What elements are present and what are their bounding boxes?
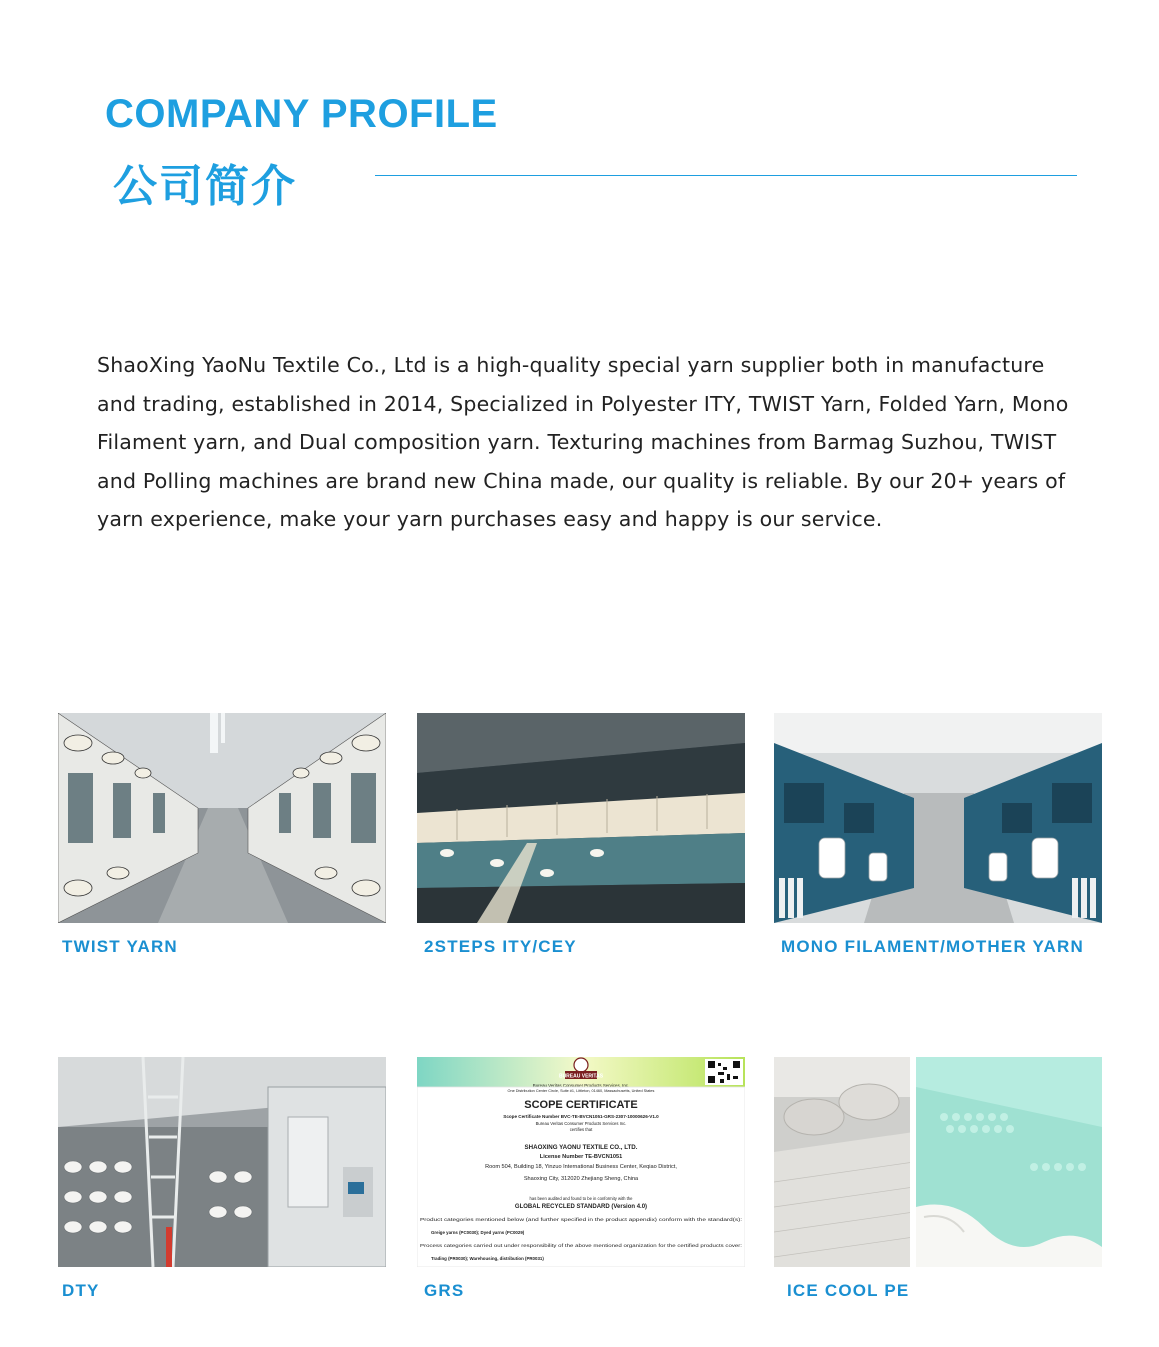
qr-code-icon [705,1059,743,1085]
dty-machine-photo [58,1057,386,1267]
cert-license: License Number TE-BVCN1051 [539,1154,623,1160]
page-title-cn: 公司简介 [113,161,297,212]
product-caption-2steps-ity-cey: 2STEPS ITY/CEY [424,937,577,956]
bureau-veritas-seal-icon [574,1058,588,1072]
cert-logo-text: BUREAU VERITAS [558,1073,604,1080]
product-caption-mono-filament: MONO FILAMENT/MOTHER YARN [781,937,1084,956]
cert-address-1: Room 504, Building 18, Yinzuo International Business Center, Keqiao District, [485,1164,677,1170]
cert-title: SCOPE CERTIFICATE [524,1099,638,1111]
cert-issuer-address: One Distribution Center Circle, Suite #1, Littleton, 01460, Massachusetts, United States [507,1089,655,1093]
twist-yarn-factory-photo [58,713,386,923]
cert-process: Trading (PR0030); Warehousing, distribution (PR0031) [431,1256,544,1261]
title-divider [375,175,1077,176]
cert-process-intro: Process categories carried out under responsibility of the above mentioned organization for the certified products cover: [420,1243,742,1248]
cert-issuer: Bureau Veritas Consumer Products Services, Inc. [532,1083,630,1088]
product-caption-dty: DTY [62,1281,100,1300]
cert-issuer-repeat: Bureau Veritas Consumer Products Services Inc. [535,1121,627,1126]
company-intro-paragraph: ShaoXing YaoNu Textile Co., Ltd is a high-quality special yarn supplier both in manufacture and trading, established in 2014, Specialized in Polyester ITY, TWIST Yarn, Folded Yarn, Mono Filament yarn, and Dual composition yarn. Texturing machines from Barmag Suzhou, TWIST and Polling machines are brand new China made, our quality is reliable. By our 20+ years of yarn experience, make your yarn purchases easy and happy is our service. [97,353,1069,532]
product-caption-twist-yarn: TWIST YARN [62,937,178,956]
cert-number: Scope Certificate Number BVC-TE-BVCN1051-GRS-2307-10000626-V1.0 [503,1114,659,1119]
cert-standard: GLOBAL RECYCLED STANDARD (Version 4.0) [514,1204,648,1210]
cert-company: SHAOXING YAONU TEXTILE CO., LTD. [524,1144,638,1151]
product-caption-grs: GRS [424,1281,465,1300]
cert-certifies: certifies that [569,1127,593,1132]
grs-scope-certificate [417,1057,745,1267]
cert-address-2: Shaoxing City, 312020 Zhejiang Sheng, China [523,1176,639,1182]
ity-cey-machine-photo [417,713,745,923]
mono-filament-machine-photo [774,713,1102,923]
product-caption-ice-cool-pe: ICE COOL PE [787,1281,910,1300]
cert-categories: Greige yarns (PC0030); Dyed yarns (PC0029) [431,1230,525,1235]
page-title-en: COMPANY PROFILE [105,92,498,136]
cert-categories-intro: Product categories mentioned below (and further specified in the product appendix) conform with the standard(s): [420,1217,742,1222]
cert-audited: has been audited and found to be in conformity with the [529,1196,633,1201]
ice-cool-pe-bedding-photo [774,1057,1102,1267]
